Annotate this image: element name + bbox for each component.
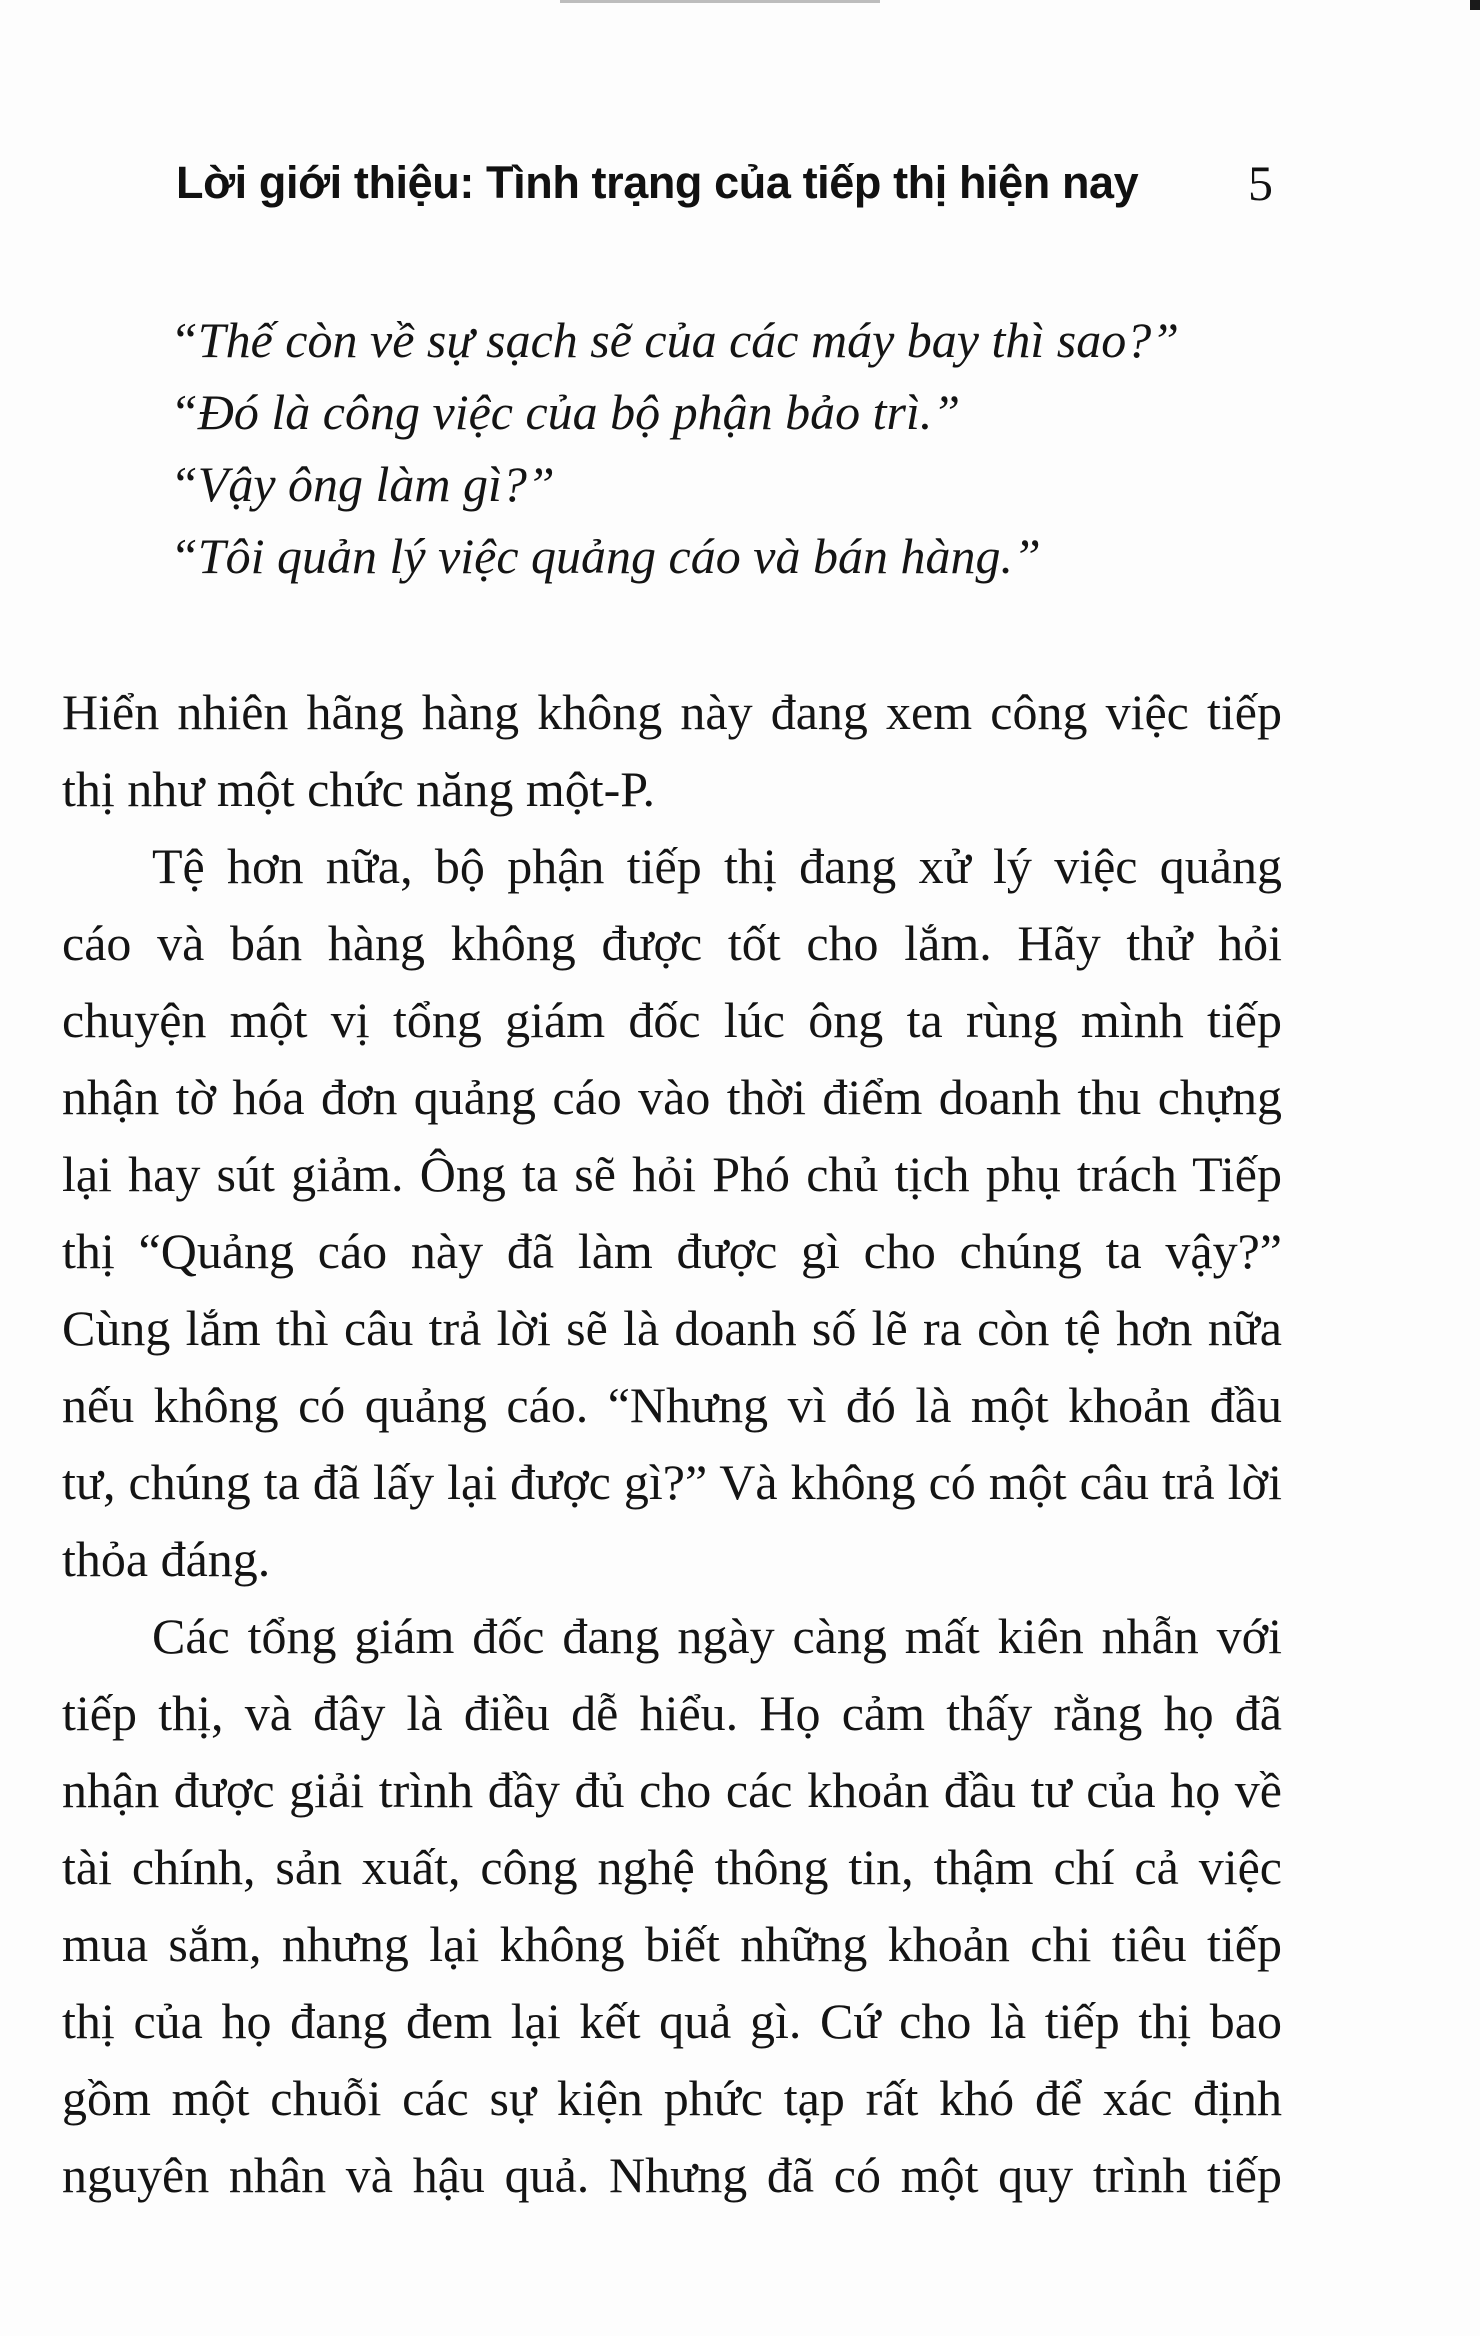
dialogue-line: “Thế còn về sự sạch sẽ của các máy bay thì sao?” [170,312,1180,368]
text-line: Các tổng giám đốc đang ngày càng mất kiên nhẫn với [152,1608,1282,1664]
text-line: Hiển nhiên hãng hàng không này đang xem công việc tiếp [62,684,1282,740]
text-line: thị “Quảng cáo này đã làm được gì cho chúng ta vậy?” [62,1223,1282,1279]
text-line: tư, chúng ta đã lấy lại được gì?” Và không có một câu trả lời [62,1454,1282,1510]
text-line: tài chính, sản xuất, công nghệ thông tin, thậm chí cả việc [62,1839,1282,1895]
text-line: nguyên nhân và hậu quả. Nhưng đã có một quy trình tiếp [62,2147,1282,2203]
text-line: nếu không có quảng cáo. “Nhưng vì đó là một khoản đầu [62,1377,1282,1433]
text-line: nhận được giải trình đầy đủ cho các khoản đầu tư của họ về [62,1762,1282,1818]
dialogue-line: “Vậy ông làm gì?” [170,456,555,512]
text-line: thị của họ đang đem lại kết quả gì. Cứ cho là tiếp thị bao [62,1993,1282,2049]
paragraph-2 [62,828,1282,1598]
text-line: tiếp thị, và đây là điều dễ hiểu. Họ cảm thấy rằng họ đã [62,1685,1282,1741]
text-line: cáo và bán hàng không được tốt cho lắm. Hãy thử hỏi [62,915,1282,971]
text-line: chuyện một vị tổng giám đốc lúc ông ta rùng mình tiếp [62,992,1282,1048]
paragraph-3 [62,1598,1282,2214]
text-line: gồm một chuỗi các sự kiện phức tạp rất khó để xác định [62,2070,1282,2126]
text-line: Tệ hơn nữa, bộ phận tiếp thị đang xử lý việc quảng [152,838,1282,894]
text-line: nhận tờ hóa đơn quảng cáo vào thời điểm doanh thu chựng [62,1069,1282,1125]
text-line: Cùng lắm thì câu trả lời sẽ là doanh số lẽ ra còn tệ hơn nữa [62,1300,1282,1356]
body-text [62,674,1282,2214]
text-line: mua sắm, nhưng lại không biết những khoản chi tiêu tiếp [62,1916,1282,1972]
running-head [176,148,1276,218]
page-number: 5 [1248,155,1273,211]
text-line: thị như một chức năng một-P. [62,761,656,817]
dialogue-block [170,304,1270,592]
corner-edge-mark [1470,0,1480,10]
running-title: Lời giới thiệu: Tình trạng của tiếp thị hiện nay [176,157,1139,208]
top-edge-rule [560,0,880,3]
dialogue-line: “Đó là công việc của bộ phận bảo trì.” [170,384,961,440]
text-line: thỏa đáng. [62,1531,271,1587]
text-line: lại hay sút giảm. Ông ta sẽ hỏi Phó chủ tịch phụ trách Tiếp [62,1146,1282,1202]
dialogue-line: “Tôi quản lý việc quảng cáo và bán hàng.” [170,528,1041,584]
paragraph-1 [62,674,1282,828]
